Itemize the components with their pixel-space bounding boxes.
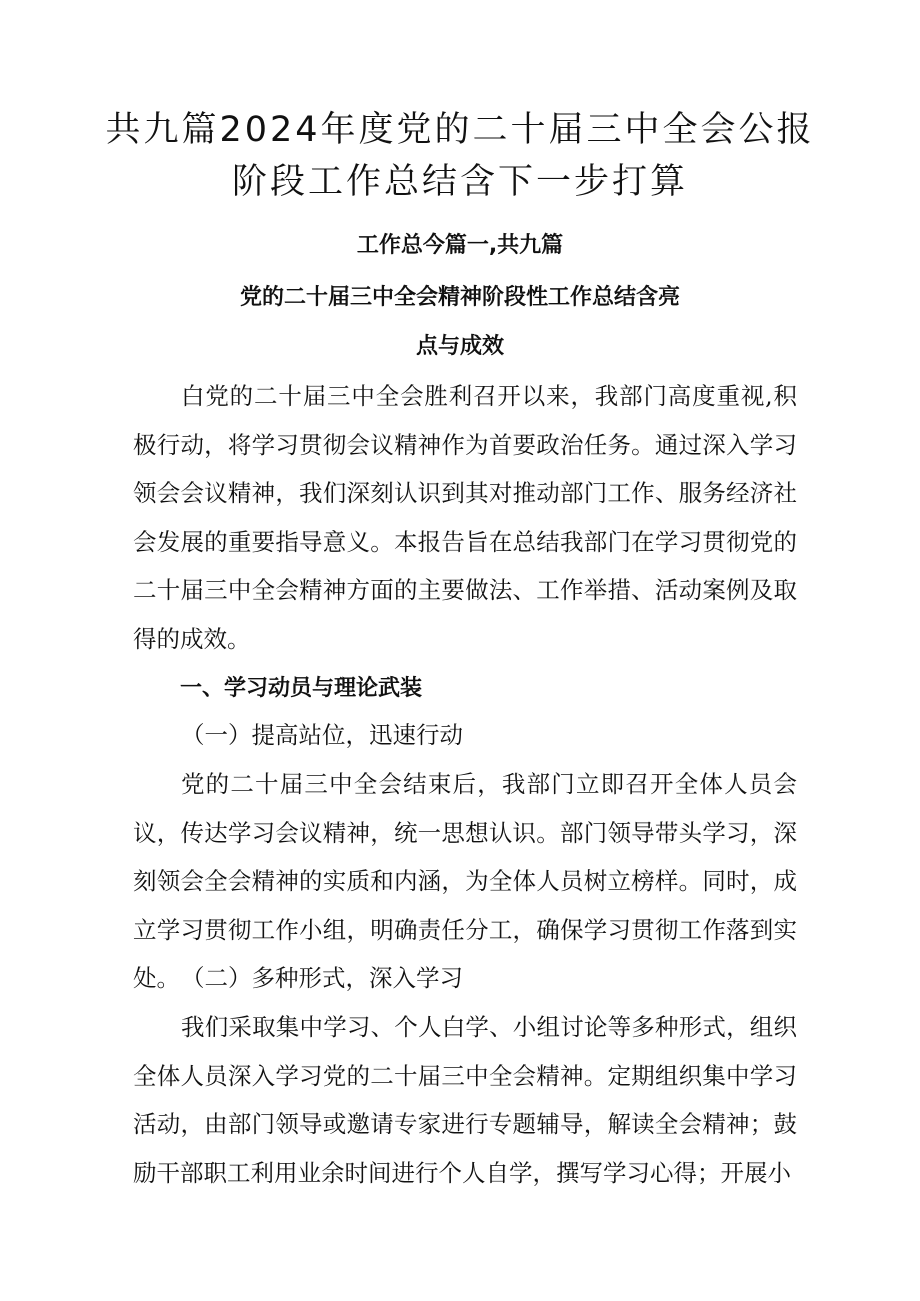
document-title-line-1: 共九篇2024年度党的二十届三中全会公报 — [105, 110, 815, 150]
body-paragraph-2: 我们采取集中学习、个人白学、小组讨论等多种形式，组织全体人员深入学习党的二十届三中全会精神。定期组织集中学习活动，由部门领导或邀请专家进行专题辅导，解读全会精神；鼓励干部职工利用业余时间进行个人自学，撰写学习心得；开展小 — [133, 1013, 797, 1187]
article-heading: 工作总今篇一,共九篇 — [356, 233, 564, 258]
document-title-line-2: 阶段工作总结含下一步打算 — [231, 162, 688, 202]
subsection-heading-1: （一）提高站位，迅速行动 — [181, 721, 463, 749]
article-subtitle-line-2: 点与成效 — [415, 334, 504, 359]
body-paragraph-1: 党的二十届三中全会结束后，我部门立即召开全体人员会议，传达学习会议精神，统一思想认识。部门领导带头学习，深刻领会全会精神的实质和内涵，为全体人员树立榜样。同时，成立学习贯彻工作小组，明确责任分工，确保学习贯彻工作落到实处。 — [133, 770, 797, 992]
intro-paragraph: 白党的二十届三中全会胜利召开以来，我部门高度重视,积极行动，将学习贯彻会议精神作为首要政治任务。通过深入学习领会会议精神，我们深刻认识到其对推动部门工作、服务经济社会发展的重要指导意义。本报告旨在总结我部门在学习贯彻党的二十届三中全会精神方面的主要做法、工作举措、活动案例及取得的成效。 — [133, 382, 797, 653]
article-subtitle-line-1: 党的二十届三中全会精神阶段性工作总结含亮 — [239, 285, 680, 310]
subsection-heading-2: （二）多种形式，深入学习 — [181, 964, 463, 992]
section-heading-1: 一、学习动员与理论武装 — [180, 676, 423, 701]
